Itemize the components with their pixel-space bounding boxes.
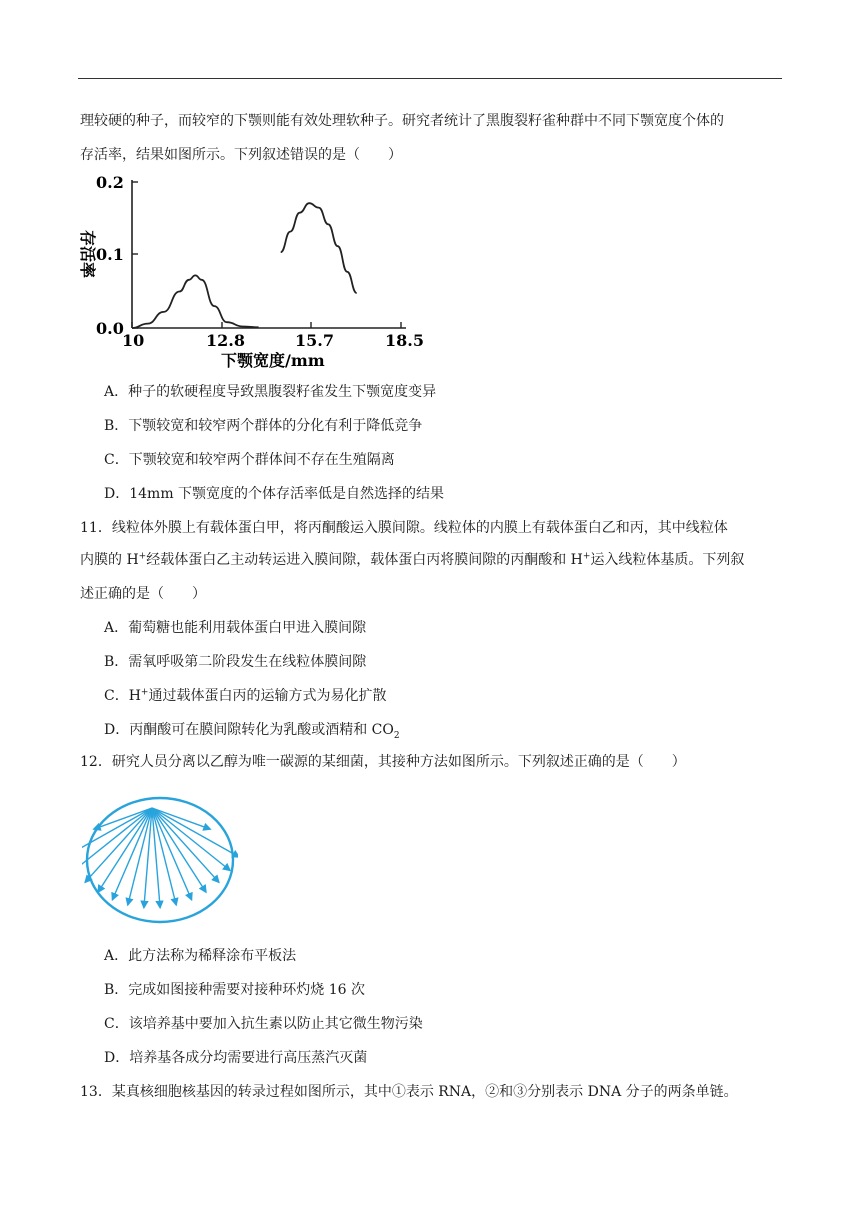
x-tick-label-2: 15.7	[295, 331, 334, 350]
q10-stem-line2: 存活率，结果如图所示。下列叙述错误的是（ ）	[80, 147, 402, 163]
q12-streak-diagram	[82, 790, 238, 926]
x-tick-label-3: 18.5	[385, 331, 424, 350]
streak-lines	[82, 808, 238, 908]
streak-arrow	[85, 808, 152, 882]
q11-option-d: D．丙酮酸可在膜间隙转化为乳酸或酒精和 $CO_2$	[104, 722, 400, 741]
q12-stem: 12．研究人员分离以乙醇为唯一碳源的某细菌，其接种方法如图所示。下列叙述正确的是（ ）	[80, 754, 686, 770]
x-axis-label: 下颚宽度/mm	[221, 351, 325, 370]
q11-option-b: B．需氧呼吸第二阶段发生在线粒体膜间隙	[104, 654, 367, 670]
y-tick-label-1: 0.1	[96, 245, 124, 264]
q10-stem-line1: 理较硬的种子，而较窄的下颚则能有效处理软种子。研究者统计了黑腹裂籽雀种群中不同下颚宽度个体的	[80, 113, 724, 129]
series-narrow-curve	[132, 275, 259, 328]
x-tick-label-1: 12.8	[206, 331, 245, 350]
x-tick-label-0: 10	[122, 331, 145, 350]
q10-option-b: B．下颚较宽和较窄两个群体的分化有利于降低竞争	[104, 418, 423, 434]
q10-option-c: C．下颚较宽和较窄两个群体间不存在生殖隔离	[104, 452, 395, 468]
series-wide-curve	[281, 203, 357, 293]
q11-option-a: A．葡萄糖也能利用载体蛋白甲进入膜间隙	[104, 620, 367, 636]
y-axis-label: 存活率	[78, 230, 97, 279]
y-tick-label-0: 0.0	[96, 319, 124, 338]
q11-stem-line2: 内膜的 H+经载体蛋白乙主动转运进入膜间隙，载体蛋白丙将膜间隙的丙酮酸和 H+运入线粒体基质。下列叙	[80, 551, 745, 568]
q11-stem-line3: 述正确的是（ ）	[80, 586, 206, 602]
y-tick-label-2: 0.2	[96, 173, 124, 192]
header-rule	[78, 78, 782, 79]
streak-arrow	[152, 808, 206, 892]
q10-option-d: D．14mm 下颚宽度的个体存活率低是自然选择的结果	[104, 486, 445, 502]
q11-stem-line1: 11．线粒体外膜上有载体蛋白甲，将丙酮酸运入膜间隙。线粒体的内膜上有载体蛋白乙和丙，其中线粒体	[80, 520, 728, 536]
q11-option-c: C．H+通过载体蛋白丙的运输方式为易化扩散	[104, 687, 387, 704]
q12-option-d: D．培养基各成分均需要进行高压蒸汽灭菌	[104, 1050, 368, 1066]
q10-option-a: A．种子的软硬程度导致黑腹裂籽雀发生下颚宽度变异	[104, 384, 437, 400]
q13-stem: 13．某真核细胞核基因的转录过程如图所示，其中①表示 RNA，②和③分别表示 DNA 分子的两条单链。	[80, 1084, 738, 1100]
q12-option-a: A．此方法称为稀释涂布平板法	[104, 948, 297, 964]
streak-arrow	[82, 808, 152, 871]
streak-arrow	[152, 808, 230, 871]
streak-arrow	[98, 808, 152, 892]
streak-arrow	[152, 808, 219, 882]
q10-survival-chart	[76, 168, 426, 373]
q12-option-b: B．完成如图接种需要对接种环灼烧 16 次	[104, 982, 366, 998]
q12-option-c: C．该培养基中要加入抗生素以防止其它微生物污染	[104, 1016, 423, 1032]
